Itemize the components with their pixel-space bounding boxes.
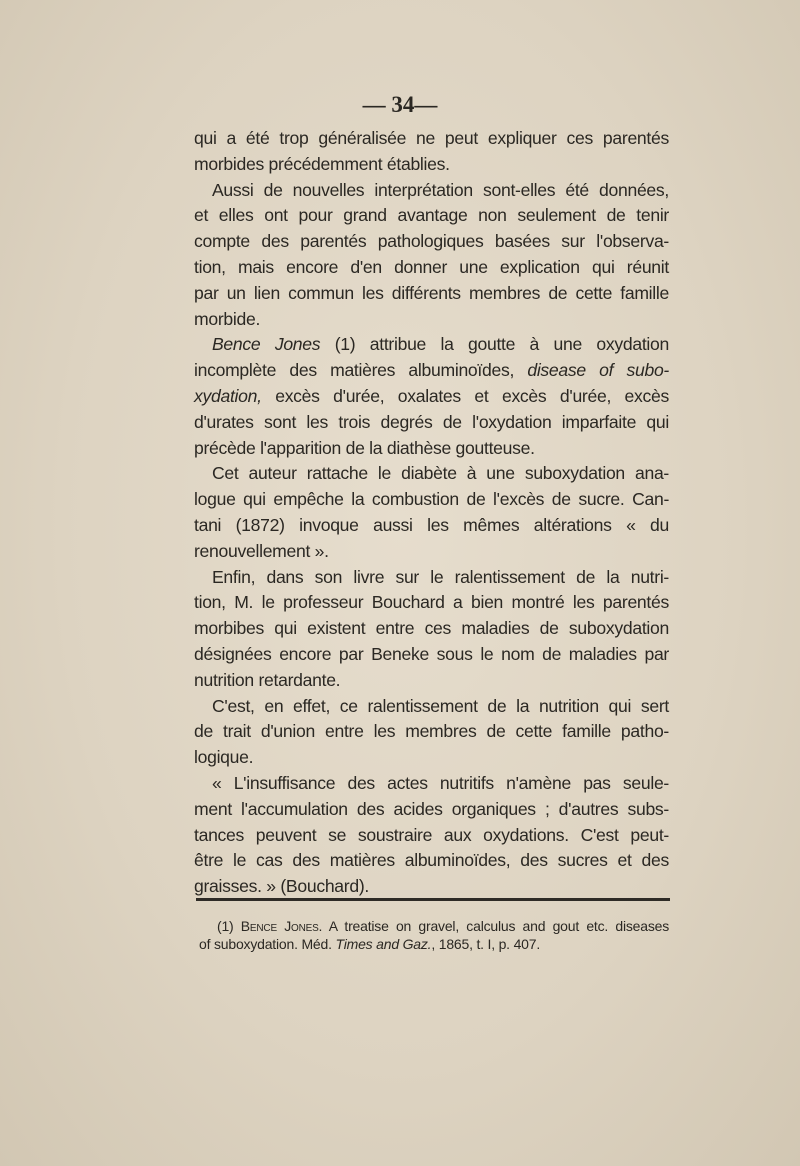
text-segment: tani (1872) invoque aussi les mêmes altérations « du [194, 514, 669, 535]
text-segment: , 1865, t. I, p. 407. [431, 936, 541, 952]
text-line [194, 745, 669, 771]
text-line [194, 307, 669, 333]
text-segment: compte des parentés pathologiques basées sur l'observa- [194, 231, 669, 252]
text-line [194, 281, 669, 307]
text-line [194, 719, 669, 745]
text-segment: de trait d'union entre les membres de cette famille patho- [194, 721, 669, 742]
body-text [194, 126, 669, 900]
text-line [194, 358, 669, 384]
text-line [194, 203, 669, 229]
text-line [194, 487, 669, 513]
text-segment: qui a été trop généralisée ne peut expliquer ces parentés [194, 128, 669, 148]
text-line [199, 917, 669, 935]
text-line [194, 590, 669, 616]
text-line [194, 229, 669, 255]
text-line [194, 668, 669, 694]
text-segment: Aussi de nouvelles interprétation sont-elles été données, [212, 179, 669, 200]
text-line [199, 935, 669, 953]
paragraph [194, 694, 669, 771]
smallcaps-text: Bence Jones [240, 918, 319, 934]
text-segment: logique. [194, 747, 254, 768]
text-line [194, 178, 669, 204]
text-line [194, 642, 669, 668]
text-segment: Cet auteur rattache le diabète à une suboxydation ana- [212, 463, 669, 484]
italic-text: xydation, [194, 385, 262, 406]
text-segment: renouvellement ». [194, 540, 329, 561]
text-segment: ment l'accumulation des acides organiques ; d'autres subs- [194, 798, 669, 819]
text-segment: nutrition retardante. [194, 669, 341, 690]
text-line [194, 823, 669, 849]
text-segment: par un lien commun les différents membres de cette famille [194, 282, 669, 303]
italic-text: Bence Jones [212, 334, 321, 355]
text-segment: of suboxydation. Méd. [199, 936, 336, 952]
text-segment: « L'insuffisance des actes nutritifs n'amène pas seule- [212, 772, 669, 793]
text-segment: précède l'apparition de la diathèse goutteuse. [194, 437, 535, 458]
text-segment: et elles ont pour grand avantage non seulement de tenir [194, 205, 669, 226]
paragraph [194, 332, 669, 461]
text-line [194, 126, 669, 152]
text-line [194, 616, 669, 642]
italic-text: Times and Gaz. [335, 936, 432, 952]
text-segment: morbides précédemment établies. [194, 153, 450, 174]
text-line [194, 436, 669, 462]
text-segment: (1) [217, 918, 241, 934]
text-segment: excès d'urée, oxalates et excès d'urée, excès [261, 385, 669, 406]
text-line [194, 565, 669, 591]
text-line [194, 410, 669, 436]
paragraph [194, 771, 669, 900]
text-segment: morbide. [194, 308, 261, 329]
text-line [194, 848, 669, 874]
text-segment: tion, mais encore d'en donner une explication qui réunit [194, 256, 669, 277]
text-segment: d'urates sont les trois degrés de l'oxydation imparfaite qui [194, 411, 669, 432]
paragraph [194, 565, 669, 694]
text-segment: C'est, en effet, ce ralentissement de la nutrition qui sert [212, 695, 669, 716]
paragraph [194, 178, 669, 333]
text-segment: tances peuvent se soustraire aux oxydations. C'est peut- [194, 824, 669, 845]
italic-text: disease of subo- [527, 360, 669, 381]
text-line [194, 797, 669, 823]
text-line [194, 461, 669, 487]
text-segment: . A treatise on gravel, calculus and gout etc. diseases [318, 918, 670, 934]
text-line [194, 874, 669, 900]
text-line [194, 771, 669, 797]
text-line [194, 332, 669, 358]
text-segment: incomplète des matières albuminoïdes, [194, 360, 528, 381]
paragraph [194, 126, 669, 178]
text-line [194, 152, 669, 178]
text-segment: logue qui empêche la combustion de l'excès de sucre. Can- [194, 489, 669, 510]
text-segment: graisses. » (Bouchard). [194, 876, 369, 897]
text-line [194, 694, 669, 720]
text-line [194, 513, 669, 539]
footnote-rule [196, 898, 670, 901]
text-line [194, 539, 669, 565]
footnote [199, 917, 669, 953]
text-segment: être le cas des matières albuminoïdes, des sucres et des [194, 850, 669, 871]
text-segment: Enfin, dans son livre sur le ralentissement de la nutri- [212, 566, 669, 587]
text-segment: (1) attribue la goutte à une oxydation [320, 334, 669, 355]
paragraph [194, 461, 669, 564]
text-segment: tion, M. le professeur Bouchard a bien montré les parentés [194, 592, 669, 613]
text-segment: désignées encore par Beneke sous le nom de maladies par [194, 643, 669, 664]
page-number: — 34— [362, 92, 438, 117]
text-segment: morbibes qui existent entre ces maladies de suboxydation [194, 618, 669, 639]
text-line [194, 255, 669, 281]
text-line [194, 384, 669, 410]
